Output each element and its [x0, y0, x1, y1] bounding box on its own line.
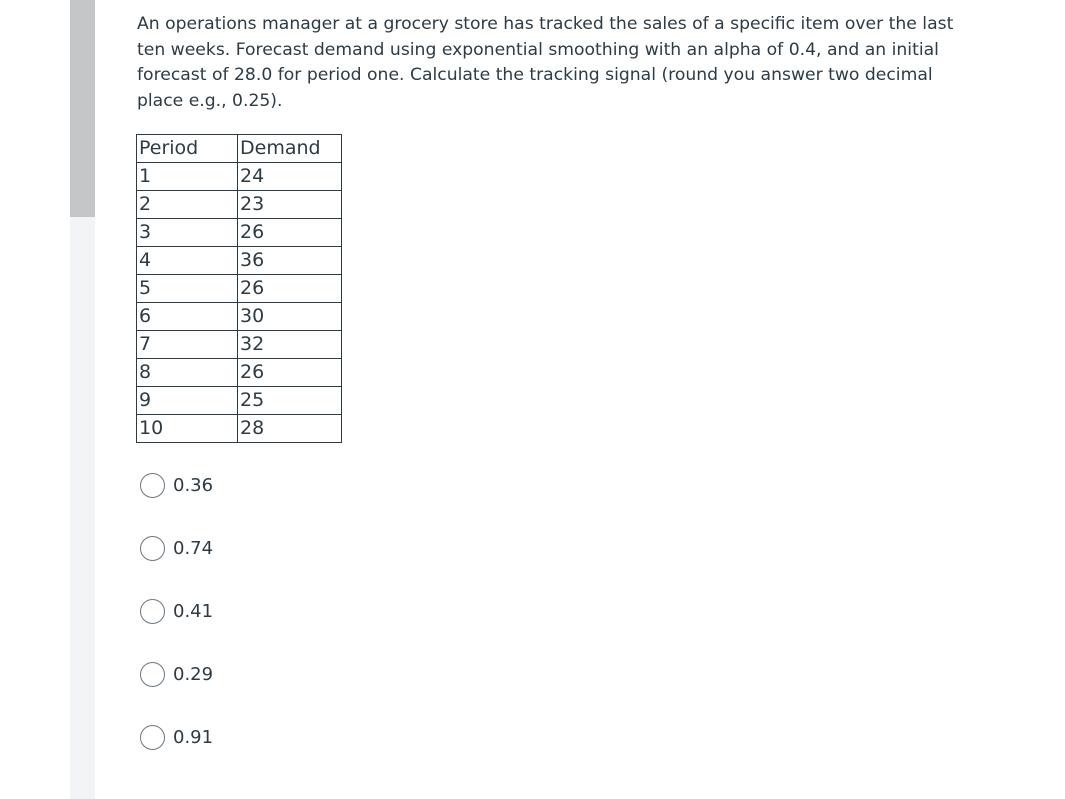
demand-cell: 30	[238, 303, 342, 331]
table-row	[137, 219, 342, 247]
table-row	[137, 415, 342, 443]
demand-cell: 23	[238, 191, 342, 219]
table-row	[137, 387, 342, 415]
table-row	[137, 331, 342, 359]
radio-button[interactable]	[140, 662, 165, 687]
period-cell: 4	[137, 247, 238, 275]
radio-button[interactable]	[140, 536, 165, 561]
table-header-row	[137, 135, 342, 163]
answer-option-1[interactable]	[140, 470, 540, 500]
scrollbar-thumb[interactable]	[70, 0, 95, 217]
radio-button[interactable]	[140, 725, 165, 750]
answer-option-4[interactable]	[140, 659, 540, 689]
period-cell: 6	[137, 303, 238, 331]
answer-label[interactable]: 0.74	[173, 537, 214, 559]
question-block	[137, 12, 977, 114]
radio-button[interactable]	[140, 599, 165, 624]
period-cell: 5	[137, 275, 238, 303]
demand-cell: 26	[238, 219, 342, 247]
demand-cell: 32	[238, 331, 342, 359]
answer-label[interactable]: 0.41	[173, 600, 214, 622]
answer-label[interactable]: 0.29	[173, 663, 214, 685]
demand-cell: 28	[238, 415, 342, 443]
answer-option-2[interactable]	[140, 533, 540, 563]
period-cell: 1	[137, 163, 238, 191]
radio-button[interactable]	[140, 473, 165, 498]
column-header-period: Period	[137, 135, 238, 163]
period-cell: 10	[137, 415, 238, 443]
demand-cell: 24	[238, 163, 342, 191]
table-row	[137, 163, 342, 191]
question-text: An operations manager at a grocery store has tracked the sales of a specific item over the last ten weeks. Forecast demand using exponential smoothing with an alpha of 0.4, and an initial forecast of 28.0 for period one. Calculate the tracking signal (round you answer two decimal place e.g., 0.25).	[137, 14, 954, 111]
period-cell: 8	[137, 359, 238, 387]
table-row	[137, 247, 342, 275]
demand-cell: 25	[238, 387, 342, 415]
demand-table	[136, 134, 342, 443]
period-cell: 2	[137, 191, 238, 219]
answer-options	[140, 470, 540, 785]
answer-label[interactable]: 0.36	[173, 474, 214, 496]
period-cell: 7	[137, 331, 238, 359]
period-cell: 9	[137, 387, 238, 415]
demand-cell: 36	[238, 247, 342, 275]
answer-label[interactable]: 0.91	[173, 726, 214, 748]
table-row	[137, 359, 342, 387]
answer-option-5[interactable]	[140, 722, 540, 752]
demand-cell: 26	[238, 275, 342, 303]
demand-cell: 26	[238, 359, 342, 387]
column-header-demand: Demand	[238, 135, 342, 163]
table-row	[137, 275, 342, 303]
period-cell: 3	[137, 219, 238, 247]
table-row	[137, 191, 342, 219]
table-row	[137, 303, 342, 331]
answer-option-3[interactable]	[140, 596, 540, 626]
